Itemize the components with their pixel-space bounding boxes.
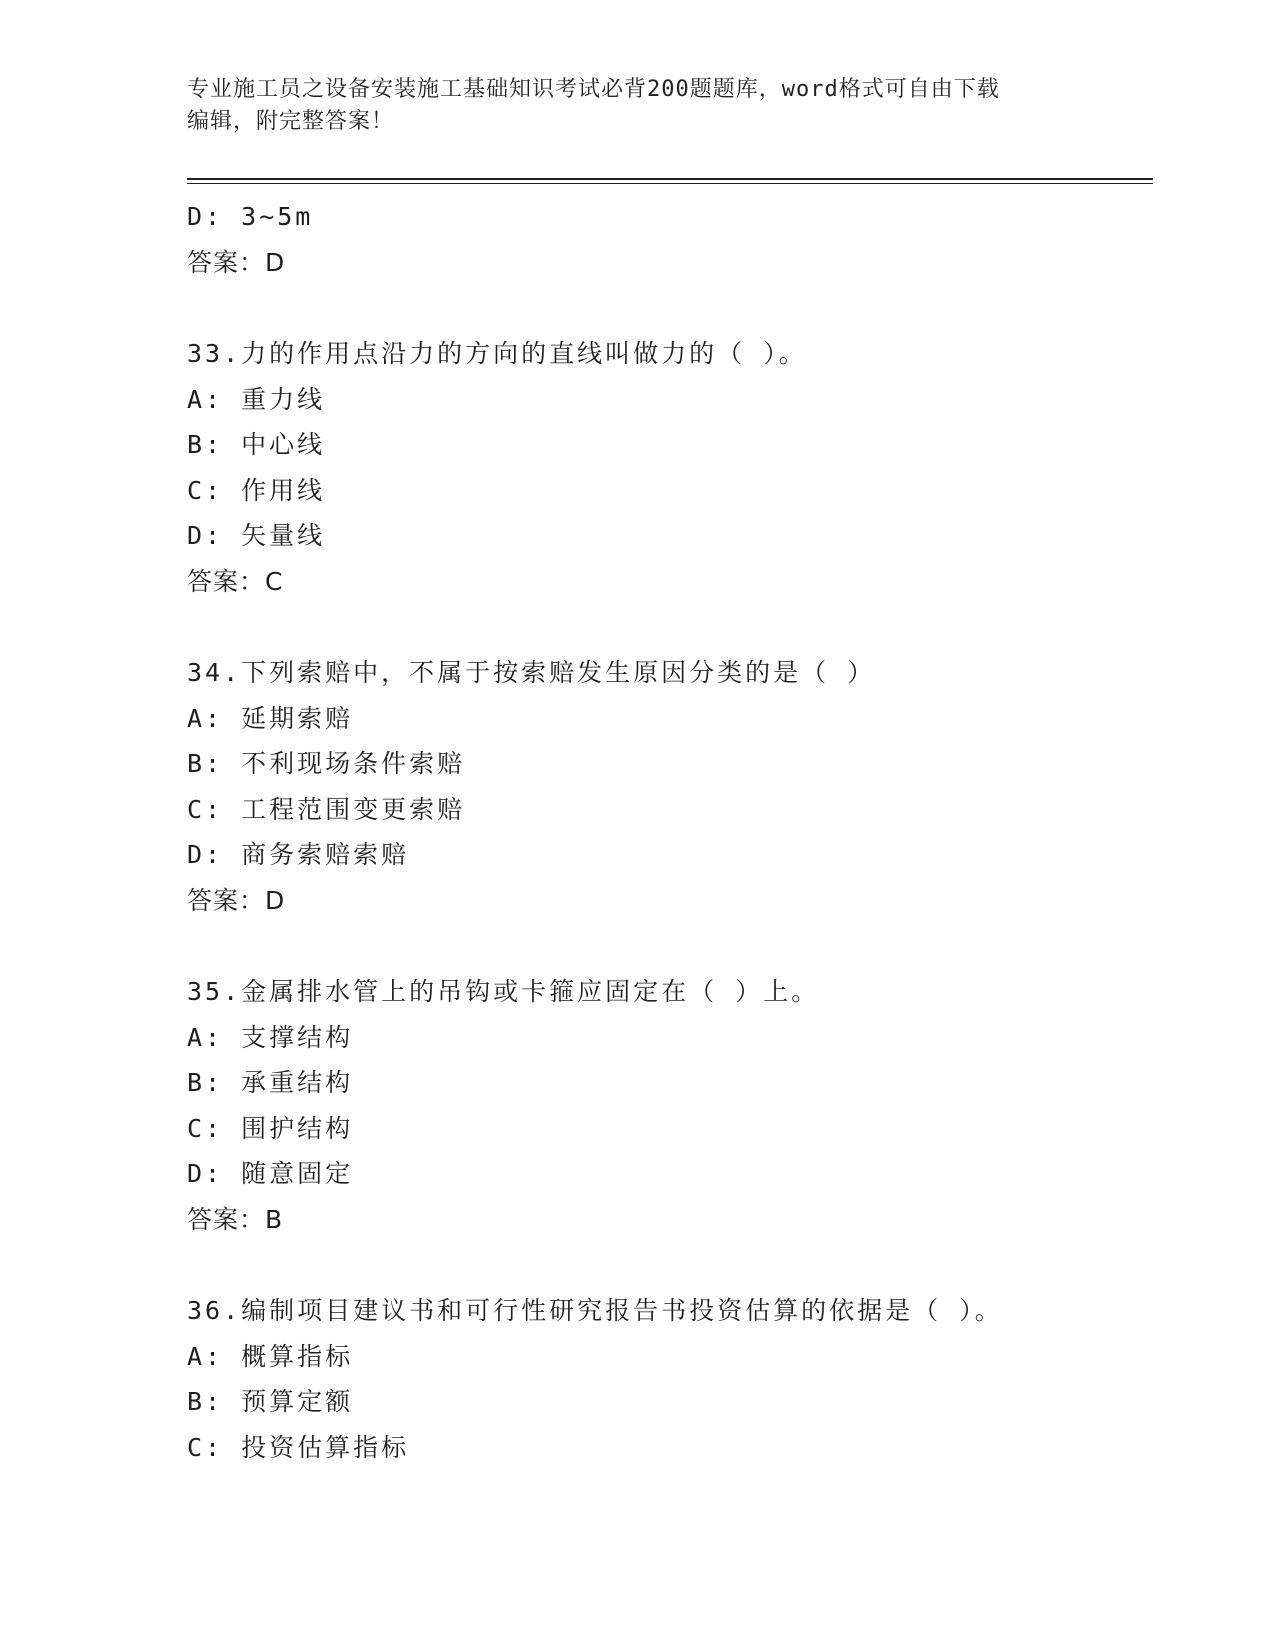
question-answer: 答案：C (187, 566, 284, 596)
question-option-c: C: 工程范围变更索赔 (187, 794, 466, 824)
spacer (187, 1242, 1147, 1288)
question-option-b: B: 承重结构 (187, 1068, 354, 1097)
question-option-b: B: 中心线 (187, 430, 326, 459)
question-option-c: C: 围护结构 (187, 1113, 354, 1143)
spacer (187, 923, 1147, 969)
prev-question-option-d: D: 3~5m (187, 202, 314, 231)
question-option-c: C: 作用线 (187, 475, 326, 505)
header-title-line-1: 专业施工员之设备安装施工基础知识考试必背200题题库，word格式可自由下载 (187, 77, 1000, 102)
question-stem: 33.力的作用点沿力的方向的直线叫做力的（ ）。 (187, 339, 807, 368)
question-option-a: A: 概算指标 (187, 1341, 354, 1371)
question-option-b: B: 不利现场条件索赔 (187, 749, 466, 778)
spacer (187, 285, 1147, 331)
question-option-a: A: 重力线 (187, 384, 326, 414)
question-option-a: A: 延期索赔 (187, 703, 354, 733)
question-answer: 答案：B (187, 1204, 284, 1234)
question-option-d: D: 商务索赔索赔 (187, 840, 410, 869)
question-option-c: C: 投资估算指标 (187, 1432, 410, 1462)
header-divider-thick (187, 178, 1153, 180)
question-stem: 35.金属排水管上的吊钩或卡箍应固定在（ ）上。 (187, 977, 820, 1006)
question-option-a: A: 支撑结构 (187, 1022, 354, 1052)
prev-question-answer: 答案：D (187, 247, 286, 277)
spacer (187, 604, 1147, 650)
question-option-d: D: 矢量线 (187, 521, 326, 550)
question-list (187, 194, 1147, 1470)
header-divider-thin (187, 183, 1153, 184)
question-answer: 答案：D (187, 885, 286, 915)
document-header (187, 74, 1087, 138)
question-stem: 34.下列索赔中，不属于按索赔发生原因分类的是（ ） (187, 658, 876, 687)
header-title-line-2: 编辑，附完整答案！ (187, 109, 395, 134)
question-stem: 36.编制项目建议书和可行性研究报告书投资估算的依据是（ ）。 (187, 1296, 1003, 1325)
question-option-b: B: 预算定额 (187, 1387, 354, 1416)
question-option-d: D: 随意固定 (187, 1159, 354, 1188)
